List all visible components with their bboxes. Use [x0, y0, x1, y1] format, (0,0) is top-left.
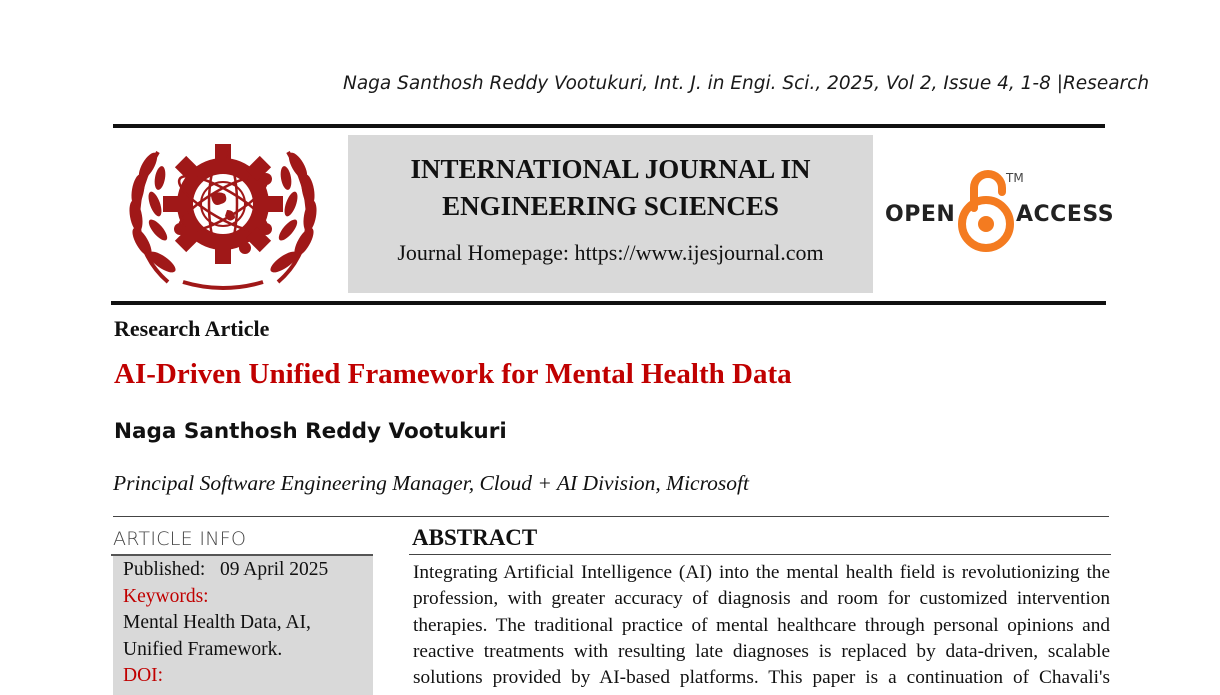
- doi-label: DOI:: [123, 665, 164, 686]
- section-divider: [113, 516, 1109, 517]
- article-info-box: [113, 556, 373, 695]
- keywords-line-2: Unified Framework.: [123, 638, 283, 660]
- journal-homepage: Journal Homepage: https://www.ijesjournal.com: [397, 240, 824, 265]
- journal-title-box: [348, 135, 873, 293]
- open-access-access-text: ACCESS: [1016, 202, 1115, 227]
- open-access-logo: [882, 168, 1115, 253]
- abstract-line: solutions provided by AI-based platforms. This paper is a continuation of Chavali's: [413, 667, 1110, 689]
- abstract-body: [413, 560, 1110, 691]
- trademark-mark: TM: [1006, 171, 1024, 185]
- journal-name-line-1: INTERNATIONAL JOURNAL IN: [410, 154, 811, 184]
- abstract-rule: [409, 554, 1111, 555]
- journal-emblem-icon: [128, 132, 318, 294]
- published-date: 09 April 2025: [219, 559, 329, 580]
- paper-title: AI-Driven Unified Framework for Mental Health Data: [114, 358, 792, 390]
- abstract-line: reactive treatments with resulting late diagnoses is replaced by data-driven, scalable: [413, 640, 1110, 662]
- abstract-line: therapies. The traditional practice of mental healthcare through personal opinions and: [413, 614, 1110, 636]
- author-affiliation: Principal Software Engineering Manager, Cloud + AI Division, Microsoft: [113, 471, 749, 495]
- abstract-heading: ABSTRACT: [412, 525, 538, 550]
- header-bottom-rule: [111, 301, 1106, 305]
- article-info-heading: ARTICLE INFO: [113, 528, 247, 550]
- journal-name-line-2: ENGINEERING SCIENCES: [442, 191, 779, 221]
- abstract-line: profession, with greater accuracy of diagnosis and room for customized intervention: [413, 588, 1110, 610]
- abstract-line: Integrating Artificial Intelligence (AI) into the mental health field is revolutionizing the: [413, 562, 1110, 583]
- article-type: Research Article: [114, 316, 270, 341]
- journal-name: [348, 151, 873, 225]
- open-access-open-text: OPEN: [885, 202, 956, 227]
- running-head: Naga Santhosh Reddy Vootukuri, Int. J. in Engi. Sci., 2025, Vol 2, Issue 4, 1-8 |Research: [343, 73, 1150, 94]
- published-label: Published:: [123, 559, 206, 580]
- published-row: [123, 557, 373, 584]
- author-name: Naga Santhosh Reddy Vootukuri: [114, 419, 507, 444]
- keywords-label: Keywords:: [123, 585, 209, 607]
- header-top-rule: [113, 124, 1105, 128]
- keywords-line-1: Mental Health Data, AI,: [123, 612, 311, 633]
